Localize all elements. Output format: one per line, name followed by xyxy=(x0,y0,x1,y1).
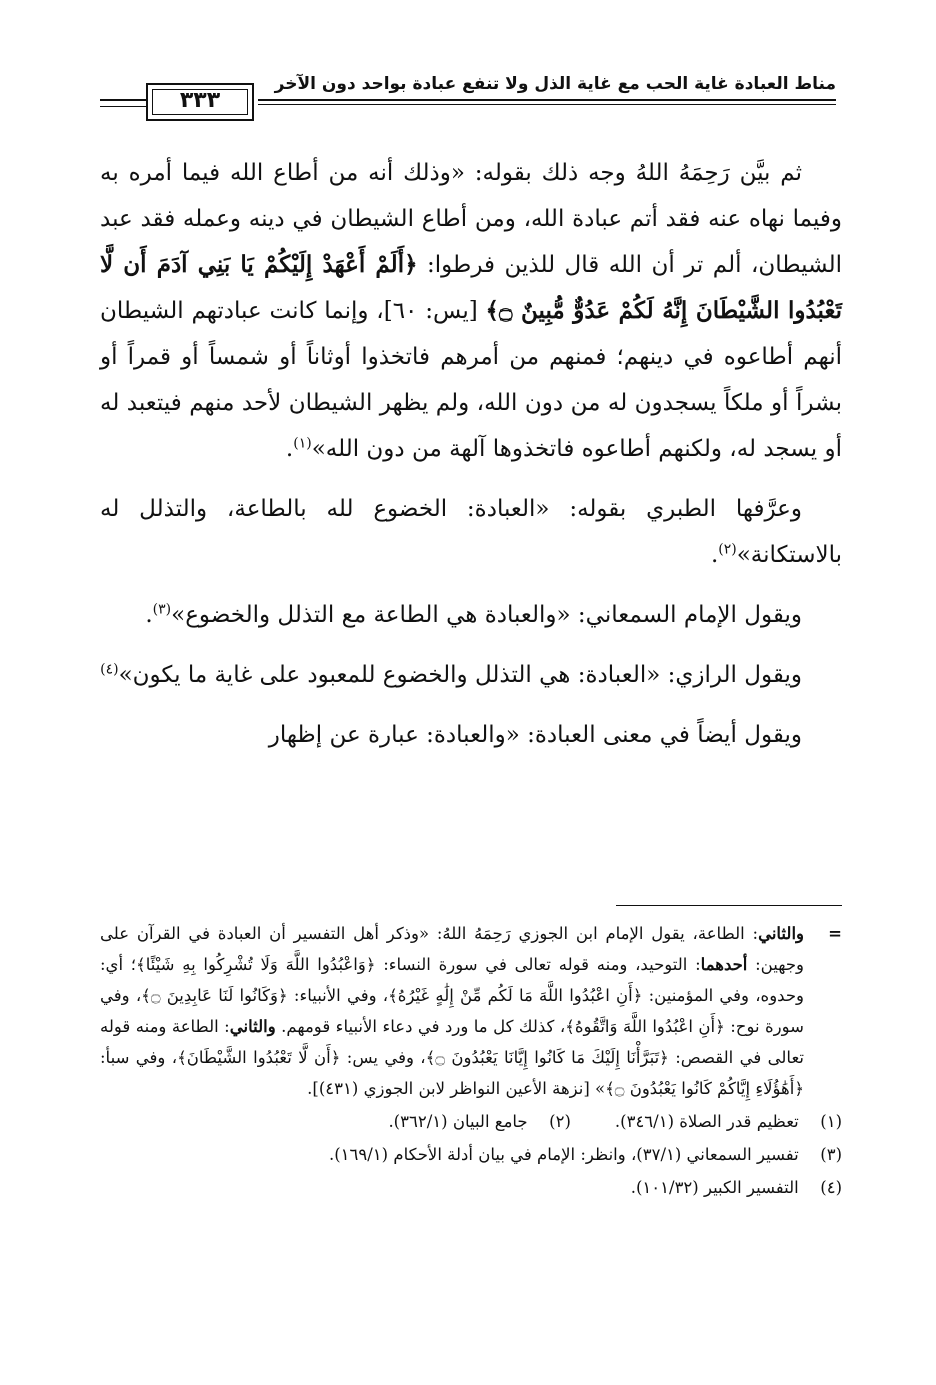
footnote-label: أحدهما xyxy=(700,955,748,974)
footnote-continuation xyxy=(100,918,842,1104)
footnote-number: (١) xyxy=(820,1112,842,1131)
paragraph xyxy=(100,712,842,758)
footnote-marker[interactable]: (٢) xyxy=(718,541,737,558)
paragraph-text: ويقول الإمام السمعاني: «والعبادة هي الطاعة مع التذلل والخضوع» xyxy=(171,602,802,628)
footnote-text: : التوحيد، ومنه قوله تعالى في سورة النساء: ﴿وَاعْبُدُوا اللَّهَ وَلَا تُشْرِكُوا بِهِ شَيْئًا﴾؛ أي: وحدوه، وفي المؤمنين: ﴿أَنِ اعْبُدُوا اللَّهَ مَا لَكُم مِّنْ إِلَٰهٍ غَيْرُهُ﴾، وفي الأنبياء: ﴿وَكَانُوا لَنَا عَابِدِينَ ۝﴾، وفي سورة نوح: ﴿أَنِ اعْبُدُوا اللَّهَ وَاتَّقُوهُ﴾، كذلك كل ما ورد في دعاء الأنبياء قومهم. xyxy=(100,955,805,1036)
paragraph-text: ، وإنما كانت عبادتهم الشيطان أنهم أطاعوه في دينهم؛ فمنهم من أمرهم فاتخذوا أوثاناً أو شمساً أو قمراً أو بشراً أو ملكاً يسجدون له من دون الله، ولم يظهر الشيطان لأحد منهم فيتعبد له أو يسجد له، ولكنهم أطاعوه فاتخذوها آلهة من دون الله» xyxy=(100,298,842,462)
footnote-item-text: التفسير الكبير (١٠١/٣٢). xyxy=(630,1178,799,1197)
paragraph: ويقول الإمام السمعاني: «والعبادة هي الطاعة مع التذلل والخضوع»$^{(٣)}$. xyxy=(145,601,802,628)
header-rule xyxy=(100,99,146,107)
paragraph: ثم بيَّن رَحِمَهُ اللهُ وجه ذلك بقوله: «وذلك أنه من أطاع الله فيما أمره به وفيما نهاه عنه فقد أتم عبادة الله، ومن أطاع الشيطان في دينه وعمله فقد عبد الشيطان، ألم تر أن الله قال للذين فرطوا: ﴿أَلَمْ أَعْهَدْ إِلَيْكُمْ يَا بَنِي آدَمَ أَن لَّا تَعْبُدُوا الشَّيْطَانَ إِنَّهُ لَكُمْ عَدُوٌّ مُّبِينٌ ۝﴾ [يس: ٦٠]، وإنما كانت عبادتهم الشيطان أنهم أطاعوه في دينهم؛ فمنهم من أمرهم فاتخذوا أوثاناً أو شمساً أو قمراً أو بشراً أو ملكاً يسجدون له من دون الله، ولم يظهر الشيطان لأحد منهم فيتعبد له أو يسجد له، ولكنهم أطاعوه فاتخذوها آلهة من دون الله»$^{(١)}$. xyxy=(100,160,842,462)
footnote-item-text: تعظيم قدر الصلاة (٣٤٦/١). xyxy=(614,1112,799,1131)
footnote-item-text: تفسير السمعاني (٣٧/١)، وانظر: الإمام في بيان أدلة الأحكام (١٦٩/١). xyxy=(328,1145,799,1164)
footnote-item xyxy=(615,1106,842,1137)
header-rule xyxy=(258,99,836,101)
footnote-text: : الطاعة ومنه قوله تعالى في القصص: ﴿تَبَرَّأْنَا إِلَيْكَ مَا كَانُوا إِيَّانَا يَعْبُدُونَ ۝﴾، وفي يس: ﴿أَن لَّا تَعْبُدُوا الشَّيْطَانَ﴾، وفي سبأ: ﴿أَهَٰؤُلَاءِ إِيَّاكُمْ كَانُوا يَعْبُدُونَ ۝﴾» [نزهة الأعين النواظر لابن الجوزي (٤٣١)]. xyxy=(100,1017,804,1098)
footnote-row xyxy=(100,1106,842,1137)
running-header-title: مناط العبادة غاية الحب مع غاية الذل ولا تنفع عبادة بواحد دون الآخر xyxy=(274,74,836,94)
header-rule xyxy=(258,104,836,105)
footnote-label: والثاني xyxy=(229,1017,276,1036)
footnote-marker[interactable]: (٣) xyxy=(152,601,172,618)
footnote-row xyxy=(100,1172,842,1203)
footnote-row xyxy=(100,1139,842,1170)
page-number-frame xyxy=(146,83,254,121)
footnote-number: (٣) xyxy=(820,1145,842,1164)
paragraph-text: ثم بيَّن رَحِمَهُ اللهُ وجه ذلك بقوله: «وذلك أنه من أطاع الله فيما أمره به وفيما نهاه عنه فقد أتم عبادة الله، ومن أطاع الشيطان في دينه وعمله فقد عبد الشيطان، ألم تر أن الله قال للذين فرطوا: xyxy=(100,160,842,278)
footnotes xyxy=(100,918,842,1203)
footnote-number: (٢) xyxy=(549,1112,571,1131)
page-number: ٣٣٣ xyxy=(179,88,221,113)
paragraph-text: ويقول الرازي: «العبادة: هي التذلل والخضوع للمعبود على غاية ما يكون» xyxy=(118,662,802,688)
verse-reference: [يس: ٦٠] xyxy=(383,298,486,324)
paragraph-text: وعرَّفها الطبري بقوله: «العبادة: الخضوع لله بالطاعة، والتذلل له بالاستكانة» xyxy=(100,496,842,568)
footnote-separator xyxy=(616,905,842,906)
paragraph: وعرَّفها الطبري بقوله: «العبادة: الخضوع لله بالطاعة، والتذلل له بالاستكانة»$^{(٢)}$. xyxy=(100,496,842,568)
paragraph xyxy=(100,652,842,698)
footnote-marker[interactable]: (١) xyxy=(293,435,312,452)
quran-verse: ﴿أَلَمْ أَعْهَدْ إِلَيْكُمْ يَا بَنِي آدَمَ أَن لَّا تَعْبُدُوا الشَّيْطَانَ إِنَّهُ لَكُمْ عَدُوٌّ مُّبِينٌ ۝﴾ xyxy=(100,251,842,324)
footnote-item-text: جامع البيان (٣٦٢/١). xyxy=(388,1112,528,1131)
footnote-text: : الطاعة، يقول الإمام ابن الجوزي رَحِمَهُ اللهُ: «وذكر أهل التفسير أن العبادة في القرآن على وجهين: xyxy=(100,924,804,974)
paragraph-text: ويقول أيضاً في معنى العبادة: «والعبادة: عبارة عن إظهار xyxy=(268,722,802,748)
footnote-label: والثاني xyxy=(758,924,804,943)
footnote-item xyxy=(388,1106,570,1137)
footnote-item xyxy=(631,1172,842,1203)
footnote-number: (٤) xyxy=(820,1178,842,1197)
footnote-marker[interactable]: (٤) xyxy=(100,661,119,678)
main-text xyxy=(100,150,842,772)
footnote-item xyxy=(329,1139,842,1170)
continuation-mark: = xyxy=(828,924,842,943)
